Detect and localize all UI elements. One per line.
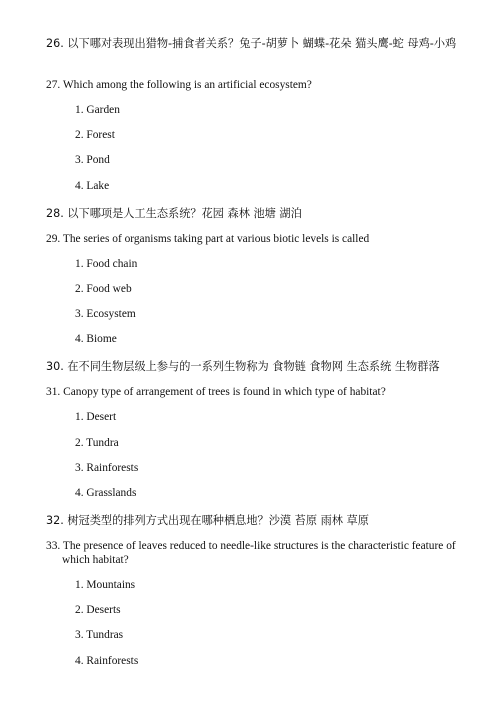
question-31 <box>46 385 386 399</box>
option: 2. Food web <box>75 283 132 295</box>
question-number: 26. <box>46 37 64 50</box>
question-number: 31. <box>46 386 61 398</box>
option: 4. Biome <box>75 333 117 345</box>
question-number: 30. <box>46 360 64 373</box>
question-text: Canopy type of arrangement of trees is found in which type of habitat? <box>63 386 386 398</box>
option: 1. Desert <box>75 411 117 423</box>
option: 1. Garden <box>75 104 120 116</box>
option: 4. Grasslands <box>75 487 137 499</box>
question-number: 29. <box>46 233 61 245</box>
question-number: 28. <box>46 207 64 220</box>
question-number: 32. <box>46 514 64 527</box>
question-text: The presence of leaves reduced to needle-like structures is the characteristic feature of which habitat? <box>62 540 456 566</box>
question-text: Which among the following is an artificial ecosystem? <box>62 79 312 91</box>
question-number: 33. <box>46 540 61 552</box>
question-text: 树冠类型的排列方式出现在哪种栖息地？沙漠 苔原 雨林 草原 <box>67 514 369 527</box>
question-29 <box>46 232 369 246</box>
question-text: 以下哪项是人工生态系统？花园 森林 池塘 湖泊 <box>67 207 302 220</box>
question-text: 以下哪对表现出猎物-捕食者关系？兔子-胡萝卜 蝴蝶-花朵 猫头鹰-蛇 母鸡-小鸡 <box>67 37 457 50</box>
option: 2. Tundra <box>75 437 119 449</box>
option: 2. Forest <box>75 129 115 141</box>
question-26 <box>46 37 482 51</box>
option: 4. Rainforests <box>75 655 139 667</box>
question-number: 27. <box>46 79 61 91</box>
question-30 <box>46 360 440 374</box>
option: 1. Food chain <box>75 258 138 270</box>
option: 4. Lake <box>75 180 110 192</box>
option: 3. Rainforests <box>75 462 139 474</box>
question-27 <box>46 78 312 92</box>
question-32 <box>46 514 369 528</box>
option: 1. Mountains <box>75 579 136 591</box>
option: 3. Pond <box>75 154 110 166</box>
option: 3. Tundras <box>75 629 124 641</box>
option: 2. Deserts <box>75 604 121 616</box>
question-text: 在不同生物层级上参与的一系列生物称为 食物链 食物网 生态系统 生物群落 <box>67 360 440 373</box>
option: 3. Ecosystem <box>75 308 136 320</box>
question-28 <box>46 207 302 221</box>
question-text: The series of organisms taking part at various biotic levels is called <box>62 233 370 245</box>
question-33 <box>46 539 482 567</box>
